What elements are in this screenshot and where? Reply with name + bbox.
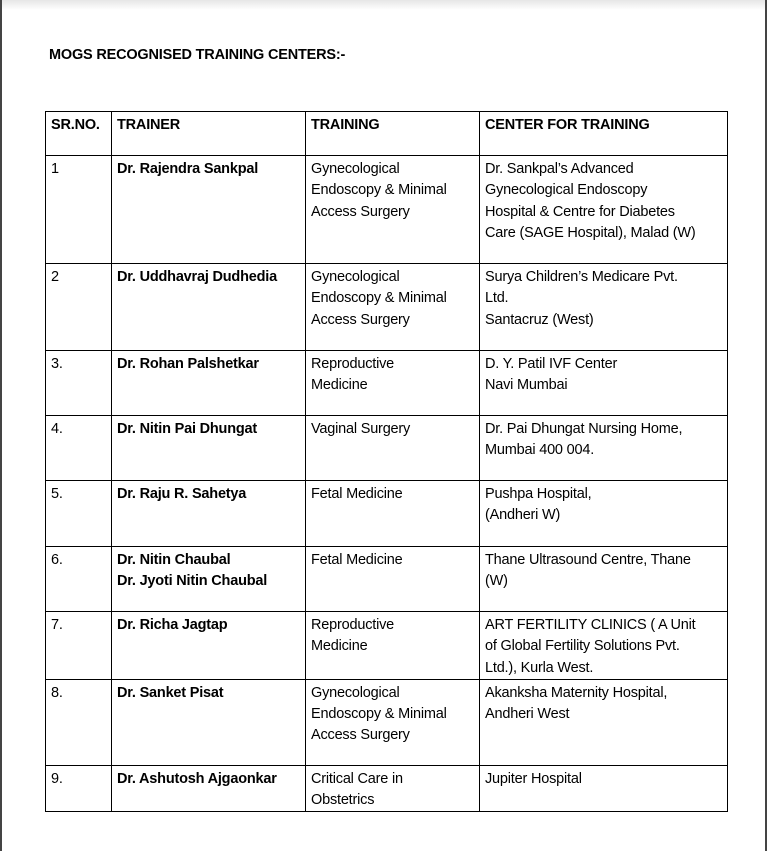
cell-sr-no: 5. <box>46 481 112 547</box>
table-row <box>46 156 728 264</box>
cell-training <box>306 156 480 264</box>
cell-trainer-line: Dr. Ashutosh Ajgaonkar <box>117 770 277 787</box>
training-centers-table <box>45 111 728 812</box>
table-row <box>46 547 728 612</box>
header-sr-no: SR.NO. <box>46 112 112 156</box>
cell-training-line: Access Surgery <box>311 311 410 328</box>
cell-training-line: Access Surgery <box>311 727 410 744</box>
cell-center-for-training-line: (Andheri W) <box>485 507 561 524</box>
cell-training-line: Fetal Medicine <box>311 552 403 568</box>
cell-center-for-training-line: Navi Mumbai <box>485 377 568 394</box>
table-row <box>46 481 728 547</box>
cell-center-for-training <box>480 481 728 547</box>
cell-sr-no: 9. <box>46 765 112 812</box>
cell-sr-no: 7. <box>46 612 112 680</box>
cell-trainer <box>112 416 306 481</box>
cell-trainer-line: Dr. Jyoti Nitin Chaubal <box>117 573 268 590</box>
cell-center-for-training-line: Care (SAGE Hospital), Malad (W) <box>485 224 696 241</box>
cell-training-line: Access Surgery <box>311 203 410 220</box>
cell-trainer-line: Dr. Rohan Palshetkar <box>117 356 259 372</box>
cell-center-for-training-line: Gynecological Endoscopy <box>485 182 648 199</box>
cell-center-for-training-line: Mumbai 400 004. <box>485 442 595 459</box>
cell-training <box>306 765 480 812</box>
header-center-for-training: CENTER FOR TRAINING <box>480 112 728 156</box>
cell-trainer-line: Dr. Uddhavraj Dudhedia <box>117 269 277 285</box>
cell-trainer-line: Dr. Nitin Pai Dhungat <box>117 421 258 437</box>
table-row <box>46 765 728 812</box>
cell-center-for-training <box>480 416 728 481</box>
cell-training-line: Fetal Medicine <box>311 486 403 502</box>
cell-trainer <box>112 547 306 612</box>
cell-trainer-line: Dr. Richa Jagtap <box>117 617 228 633</box>
cell-training <box>306 351 480 416</box>
page-left-edge <box>0 0 2 851</box>
cell-center-for-training <box>480 765 728 812</box>
cell-sr-no: 3. <box>46 351 112 416</box>
document-title: MOGS RECOGNISED TRAINING CENTERS:- <box>49 47 346 63</box>
cell-trainer-line: Dr. Raju R. Sahetya <box>117 486 247 502</box>
cell-center-for-training-line: Santacruz (West) <box>485 311 594 328</box>
table-row <box>46 416 728 481</box>
cell-center-for-training-line: Dr. Sankpal’s Advanced <box>485 161 634 177</box>
cell-training-line: Reproductive <box>311 617 395 633</box>
table-row <box>46 679 728 765</box>
cell-training-line: Endoscopy & Minimal <box>311 182 447 199</box>
cell-training-line: Gynecological <box>311 269 400 285</box>
cell-sr-no: 8. <box>46 679 112 765</box>
cell-sr-no: 2 <box>46 264 112 351</box>
cell-training-line: Critical Care in <box>311 770 403 787</box>
cell-center-for-training-line: Thane Ultrasound Centre, Thane <box>485 552 691 568</box>
cell-trainer <box>112 679 306 765</box>
cell-center-for-training-line: ART FERTILITY CLINICS ( A Unit <box>485 617 696 633</box>
cell-center-for-training-line: Surya Children’s Medicare Pvt. <box>485 269 678 285</box>
cell-center-for-training-line: Andheri West <box>485 706 570 723</box>
cell-center-for-training-line: Hospital & Centre for Diabetes <box>485 203 675 220</box>
cell-center-for-training-line: Dr. Pai Dhungat Nursing Home, <box>485 421 683 437</box>
cell-trainer <box>112 481 306 547</box>
cell-sr-no: 6. <box>46 547 112 612</box>
cell-center-for-training <box>480 547 728 612</box>
cell-training-line: Endoscopy & Minimal <box>311 290 447 307</box>
cell-trainer <box>112 612 306 680</box>
cell-center-for-training <box>480 351 728 416</box>
cell-training-line: Medicine <box>311 377 368 394</box>
cell-training <box>306 679 480 765</box>
cell-center-for-training-line: Ltd. <box>485 290 509 307</box>
table-row <box>46 351 728 416</box>
cell-center-for-training <box>480 264 728 351</box>
table-row <box>46 612 728 680</box>
cell-training-line: Obstetrics <box>311 792 375 809</box>
cell-center-for-training <box>480 679 728 765</box>
cell-training <box>306 547 480 612</box>
cell-center-for-training <box>480 612 728 680</box>
cell-center-for-training-line: of Global Fertility Solutions Pvt. <box>485 638 680 655</box>
cell-trainer <box>112 264 306 351</box>
header-training: TRAINING <box>306 112 480 156</box>
cell-center-for-training <box>480 156 728 264</box>
cell-trainer <box>112 351 306 416</box>
cell-sr-no: 1 <box>46 156 112 264</box>
cell-center-for-training-line: Jupiter Hospital <box>485 770 582 787</box>
cell-center-for-training-line: Pushpa Hospital, <box>485 486 592 502</box>
cell-center-for-training-line: Akanksha Maternity Hospital, <box>485 684 668 701</box>
cell-training <box>306 416 480 481</box>
cell-training-line: Gynecological <box>311 684 400 701</box>
cell-trainer-line: Dr. Rajendra Sankpal <box>117 161 259 177</box>
cell-center-for-training-line: (W) <box>485 573 508 590</box>
cell-training-line: Gynecological <box>311 161 400 177</box>
cell-sr-no: 4. <box>46 416 112 481</box>
header-trainer: TRAINER <box>112 112 306 156</box>
cell-training-line: Endoscopy & Minimal <box>311 706 447 723</box>
cell-training-line: Vaginal Surgery <box>311 421 411 437</box>
cell-trainer-line: Dr. Sanket Pisat <box>117 684 224 701</box>
cell-center-for-training-line: D. Y. Patil IVF Center <box>485 356 618 372</box>
table-row <box>46 264 728 351</box>
page-top-shadow <box>0 0 767 10</box>
cell-training-line: Medicine <box>311 638 368 655</box>
cell-training <box>306 264 480 351</box>
cell-trainer <box>112 156 306 264</box>
cell-center-for-training-line: Ltd.), Kurla West. <box>485 659 594 676</box>
cell-trainer-line: Dr. Nitin Chaubal <box>117 552 231 568</box>
cell-training-line: Reproductive <box>311 356 395 372</box>
cell-trainer <box>112 765 306 812</box>
cell-training <box>306 481 480 547</box>
cell-training <box>306 612 480 680</box>
table-header-row <box>46 112 728 156</box>
